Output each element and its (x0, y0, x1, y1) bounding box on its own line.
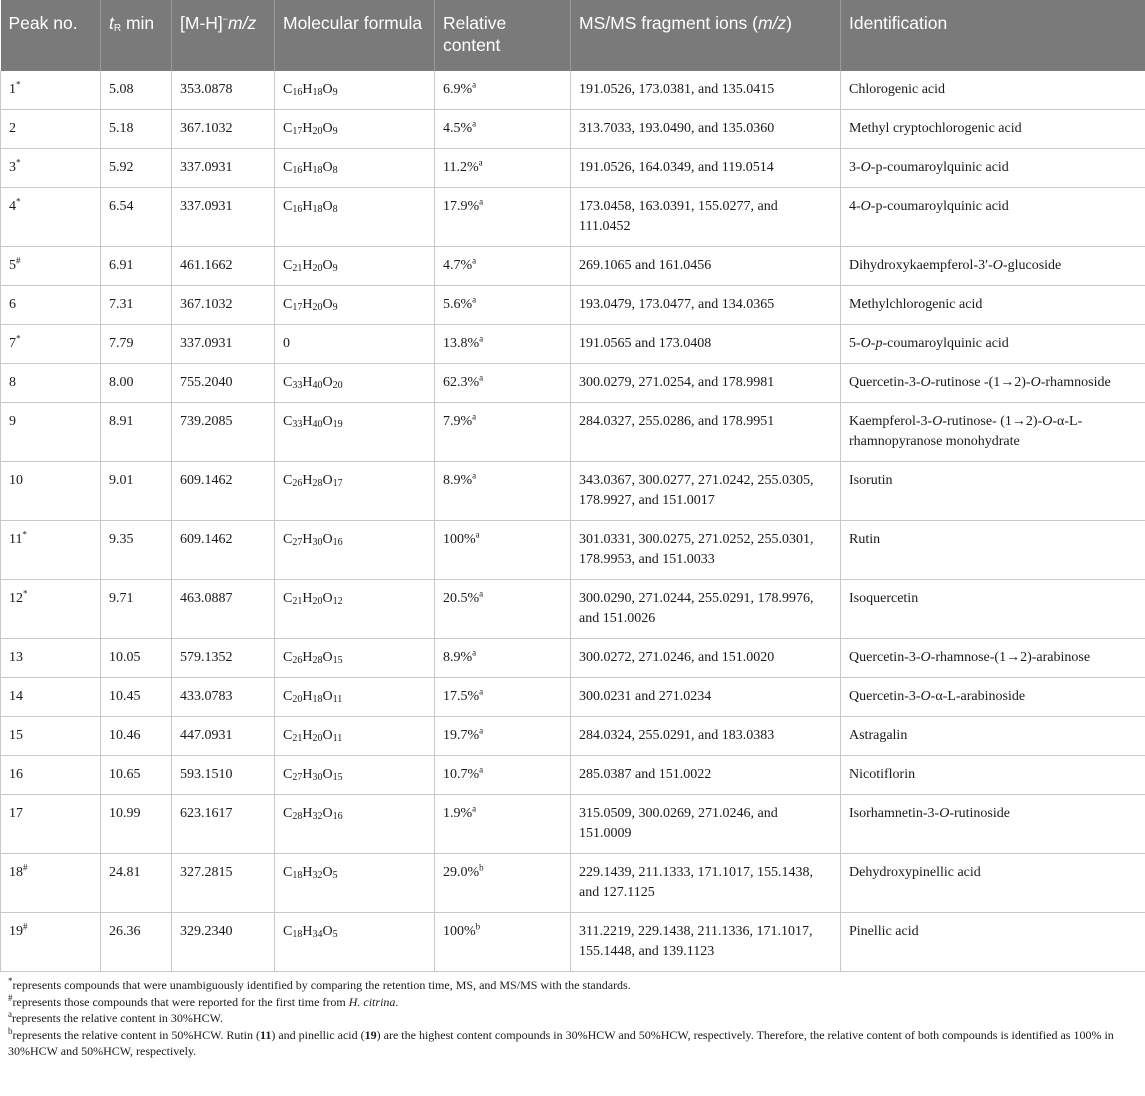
relative-content-cell: 7.9%$^a$ (435, 403, 571, 462)
relative-content-cell: 13.8%$^a$ (435, 325, 571, 364)
mz-cell: 329.2340 (172, 913, 275, 972)
mz-cell: 367.1032 (172, 110, 275, 149)
peak-no-cell: 6 (1, 286, 101, 325)
fragments-cell: 269.1065 and 161.0456 (571, 247, 841, 286)
fragments-cell: 284.0327, 255.0286, and 178.9951 (571, 403, 841, 462)
identification-cell: Methylchlorogenic acid (841, 286, 1145, 325)
tr-cell: 10.99 (101, 795, 172, 854)
formula-cell: $C_{26}H_{28}O_{17}$ (275, 462, 435, 521)
formula-cell: $C_{21}H_{20}O_{11}$ (275, 717, 435, 756)
peak-no-cell: 15 (1, 717, 101, 756)
table-body (1, 71, 1145, 972)
relative-content-cell: 19.7%$^a$ (435, 717, 571, 756)
peak-no-cell: 11* (1, 521, 101, 580)
table-row (1, 325, 1145, 364)
fragments-cell: 173.0458, 163.0391, 155.0277, and 111.0452 (571, 188, 841, 247)
relative-content-cell: 8.9%$^a$ (435, 462, 571, 521)
identification-cell: Quercetin-3-O-rutinose -(1→2)-O-rhamnoside (841, 364, 1145, 403)
fragments-cell: 301.0331, 300.0275, 271.0252, 255.0301, 178.9953, and 151.0033 (571, 521, 841, 580)
tr-cell: 6.91 (101, 247, 172, 286)
relative-content-header: Relative content (435, 0, 571, 71)
mz-cell: 579.1352 (172, 639, 275, 678)
fragments-cell: 315.0509, 300.0269, 271.0246, and 151.0009 (571, 795, 841, 854)
relative-content-cell: 4.7%$^a$ (435, 247, 571, 286)
relative-content-cell: 5.6%$^a$ (435, 286, 571, 325)
relative-content-cell: 4.5%$^a$ (435, 110, 571, 149)
relative-content-cell: 6.9%$^a$ (435, 71, 571, 110)
tr-cell: 5.18 (101, 110, 172, 149)
tr-cell: 10.65 (101, 756, 172, 795)
identification-cell: Dihydroxykaempferol-3′-O-glucoside (841, 247, 1145, 286)
formula-cell: $C_{16}H_{18}O_8$ (275, 188, 435, 247)
table-row (1, 403, 1145, 462)
table-row (1, 110, 1145, 149)
identification-cell: Nicotiflorin (841, 756, 1145, 795)
table-row (1, 286, 1145, 325)
tr-cell: 7.31 (101, 286, 172, 325)
identification-cell: Chlorogenic acid (841, 71, 1145, 110)
formula-cell: $C_{33}H_{40}O_{19}$ (275, 403, 435, 462)
tr-cell: 9.35 (101, 521, 172, 580)
peak-no-cell: 16 (1, 756, 101, 795)
relative-content-cell: 20.5%$^a$ (435, 580, 571, 639)
table-row (1, 756, 1145, 795)
mz-cell: 433.0783 (172, 678, 275, 717)
relative-content-cell: 17.9%$^a$ (435, 188, 571, 247)
relative-content-cell: 10.7%$^a$ (435, 756, 571, 795)
formula-cell: $C_{18}H_{34}O_5$ (275, 913, 435, 972)
fragments-cell: 300.0279, 271.0254, and 178.9981 (571, 364, 841, 403)
identification-cell: Isoquercetin (841, 580, 1145, 639)
identification-cell: Rutin (841, 521, 1145, 580)
tr-cell: 9.71 (101, 580, 172, 639)
mz-cell: 461.1662 (172, 247, 275, 286)
formula-cell: $C_{17}H_{20}O_9$ (275, 286, 435, 325)
peak-no-cell: 4* (1, 188, 101, 247)
fragments-cell: 300.0272, 271.0246, and 151.0020 (571, 639, 841, 678)
peak-no-cell: 13 (1, 639, 101, 678)
identification-cell: 5-O-p-coumaroylquinic acid (841, 325, 1145, 364)
formula-cell: 0 (275, 325, 435, 364)
peak-no-header: Peak no. (1, 0, 101, 71)
relative-content-cell: 8.9%$^a$ (435, 639, 571, 678)
table-row (1, 188, 1145, 247)
fragments-cell: 343.0367, 300.0277, 271.0242, 255.0305, 178.9927, and 151.0017 (571, 462, 841, 521)
fragments-cell: 311.2219, 229.1438, 211.1336, 171.1017, 155.1448, and 139.1123 (571, 913, 841, 972)
relative-content-cell: 29.0%$^b$ (435, 854, 571, 913)
identification-cell: 4-O-p-coumaroylquinic acid (841, 188, 1145, 247)
tr-cell: 24.81 (101, 854, 172, 913)
relative-content-cell: 100%$^b$ (435, 913, 571, 972)
fragments-cell: 191.0565 and 173.0408 (571, 325, 841, 364)
table-row (1, 71, 1145, 110)
peak-no-cell: 3* (1, 149, 101, 188)
footnote: *represents compounds that were unambiguously identified by comparing the retention time, MS, and MS/MS with the standards. (8, 976, 631, 992)
formula-cell: $C_{17}H_{20}O_9$ (275, 110, 435, 149)
tr-header: $t_R$ min (101, 0, 172, 71)
mz-cell: 337.0931 (172, 149, 275, 188)
peak-no-cell: 5# (1, 247, 101, 286)
table-row (1, 795, 1145, 854)
table-row (1, 521, 1145, 580)
peak-no-cell: 1* (1, 71, 101, 110)
tr-cell: 10.45 (101, 678, 172, 717)
formula-cell: $C_{33}H_{40}O_{20}$ (275, 364, 435, 403)
identification-cell: 3-O-p-coumaroylquinic acid (841, 149, 1145, 188)
identification-cell: Kaempferol-3-O-rutinose- (1→2)-O-α-L-rhamnopyranose monohydrate (841, 403, 1145, 462)
tr-cell: 5.08 (101, 71, 172, 110)
tr-cell: 8.00 (101, 364, 172, 403)
footnotes (0, 972, 1145, 1060)
table-row (1, 247, 1145, 286)
identification-cell: Methyl cryptochlorogenic acid (841, 110, 1145, 149)
mz-cell: 447.0931 (172, 717, 275, 756)
table-row (1, 717, 1145, 756)
fragments-cell: 285.0387 and 151.0022 (571, 756, 841, 795)
tr-cell: 6.54 (101, 188, 172, 247)
identification-cell: Isorhamnetin-3-O-rutinoside (841, 795, 1145, 854)
fragments-cell: 313.7033, 193.0490, and 135.0360 (571, 110, 841, 149)
fragments-cell: 191.0526, 164.0349, and 119.0514 (571, 149, 841, 188)
fragments-header: MS/MS fragment ions (m/z) (571, 0, 841, 71)
table-header (1, 0, 1145, 71)
identification-cell: Astragalin (841, 717, 1145, 756)
mz-cell: 623.1617 (172, 795, 275, 854)
mz-cell: 337.0931 (172, 325, 275, 364)
mz-header: [M-H]−m/z (172, 0, 275, 71)
relative-content-cell: 11.2%$^a$ (435, 149, 571, 188)
peak-no-cell: 14 (1, 678, 101, 717)
table-row (1, 678, 1145, 717)
mz-cell: 337.0931 (172, 188, 275, 247)
tr-cell: 10.46 (101, 717, 172, 756)
fragments-cell: 300.0290, 271.0244, 255.0291, 178.9976, and 151.0026 (571, 580, 841, 639)
fragments-cell: 300.0231 and 271.0234 (571, 678, 841, 717)
footnote: $^a$represents the relative content in 30%HCW. (8, 1009, 223, 1026)
fragments-cell: 284.0324, 255.0291, and 183.0383 (571, 717, 841, 756)
formula-cell: $C_{21}H_{20}O_{12}$ (275, 580, 435, 639)
identification-cell: Quercetin-3-O-rhamnose-(1→2)-arabinose (841, 639, 1145, 678)
identification-cell: Pinellic acid (841, 913, 1145, 972)
mz-cell: 755.2040 (172, 364, 275, 403)
mz-cell: 609.1462 (172, 521, 275, 580)
fragments-cell: 229.1439, 211.1333, 171.1017, 155.1438, and 127.1125 (571, 854, 841, 913)
fragments-cell: 191.0526, 173.0381, and 135.0415 (571, 71, 841, 110)
tr-cell: 9.01 (101, 462, 172, 521)
tr-cell: 10.05 (101, 639, 172, 678)
formula-cell: $C_{21}H_{20}O_9$ (275, 247, 435, 286)
formula-cell: $C_{27}H_{30}O_{15}$ (275, 756, 435, 795)
table-row (1, 149, 1145, 188)
peak-no-cell: 8 (1, 364, 101, 403)
formula-cell: $C_{28}H_{32}O_{16}$ (275, 795, 435, 854)
identification-cell: Isorutin (841, 462, 1145, 521)
mz-cell: 609.1462 (172, 462, 275, 521)
peak-no-cell: 12* (1, 580, 101, 639)
mz-cell: 353.0878 (172, 71, 275, 110)
footnote: #represents those compounds that were reported for the first time from H. citrina. (8, 992, 399, 1009)
peak-no-cell: 19# (1, 913, 101, 972)
formula-cell: $C_{27}H_{30}O_{16}$ (275, 521, 435, 580)
mz-cell: 739.2085 (172, 403, 275, 462)
peak-no-cell: 18# (1, 854, 101, 913)
formula-cell: $C_{20}H_{18}O_{11}$ (275, 678, 435, 717)
tr-cell: 5.92 (101, 149, 172, 188)
relative-content-cell: 100%$^a$ (435, 521, 571, 580)
relative-content-cell: 1.9%$^a$ (435, 795, 571, 854)
mz-cell: 367.1032 (172, 286, 275, 325)
relative-content-cell: 62.3%$^a$ (435, 364, 571, 403)
tr-cell: 8.91 (101, 403, 172, 462)
footnote: $^b$represents the relative content in 50%HCW. Rutin (11) and pinellic acid (19) are the highest content compounds in 30%HCW and 50%HCW, respectively. Therefore, the relative content of both compounds is identified as 100% in 30%HCW and 50%HCW, respectively. (8, 1025, 1114, 1059)
table-row (1, 639, 1145, 678)
formula-cell: $C_{16}H_{18}O_9$ (275, 71, 435, 110)
formula-header: Molecular formula (275, 0, 435, 71)
peak-no-cell: 17 (1, 795, 101, 854)
formula-cell: $C_{18}H_{32}O_5$ (275, 854, 435, 913)
table-row (1, 364, 1145, 403)
mz-cell: 463.0887 (172, 580, 275, 639)
peak-no-cell: 10 (1, 462, 101, 521)
table-row (1, 462, 1145, 521)
identification-cell: Quercetin-3-O-α-L-arabinoside (841, 678, 1145, 717)
header-row (1, 0, 1145, 71)
table-row (1, 913, 1145, 972)
peak-no-cell: 2 (1, 110, 101, 149)
relative-content-cell: 17.5%$^a$ (435, 678, 571, 717)
table-row (1, 854, 1145, 913)
peak-no-cell: 7* (1, 325, 101, 364)
formula-cell: $C_{26}H_{28}O_{15}$ (275, 639, 435, 678)
formula-cell: $C_{16}H_{18}O_8$ (275, 149, 435, 188)
table-row (1, 580, 1145, 639)
peak-no-cell: 9 (1, 403, 101, 462)
identification-cell: Dehydroxypinellic acid (841, 854, 1145, 913)
tr-cell: 26.36 (101, 913, 172, 972)
identification-header: Identification (841, 0, 1145, 71)
mz-cell: 593.1510 (172, 756, 275, 795)
fragments-cell: 193.0479, 173.0477, and 134.0365 (571, 286, 841, 325)
tr-cell: 7.79 (101, 325, 172, 364)
mz-cell: 327.2815 (172, 854, 275, 913)
